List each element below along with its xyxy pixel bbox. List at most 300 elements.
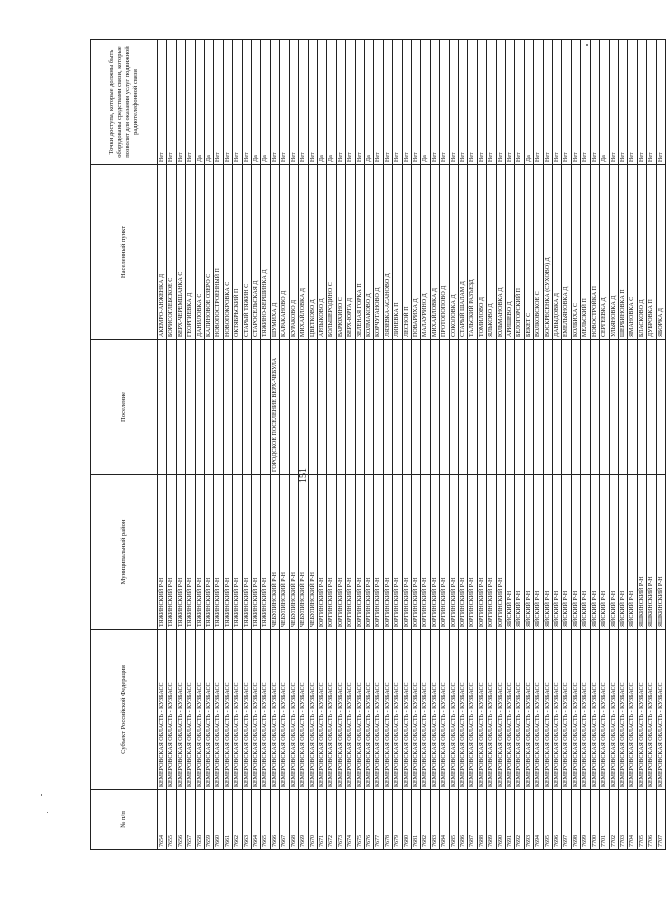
cell-locality: МЕЛЬСКИЙ П [581,165,590,340]
cell-subject: КЕМЕРОВСКАЯ ОБЛАСТЬ - КУЗБАСС [280,630,289,790]
cell-subject: КЕМЕРОВСКАЯ ОБЛАСТЬ - КУЗБАСС [317,630,326,790]
cell-district: ЮРГИНСКИЙ Р-Н [411,475,420,630]
cell-locality: СЕРГЕЕВКА Д [600,165,609,340]
cell-settlement [468,340,477,475]
cell-settlement [618,340,627,475]
cell-district: ТЯЖИНСКИЙ Р-Н [176,475,185,630]
cell-settlement [242,340,251,475]
cell-district: ТЯЖИНСКИЙ Р-Н [167,475,176,630]
cell-district: ЮРГИНСКИЙ Р-Н [317,475,326,630]
localities-table [90,39,666,850]
cell-num: 7695 [543,790,552,850]
cell-district: ЮРГИНСКИЙ Р-Н [468,475,477,630]
cell-access: Нет [609,40,618,165]
cell-locality: НОВОПОКРОВКА С [223,165,232,340]
cell-locality: ЯБОРКА Д [656,165,665,340]
cell-num: 7700 [590,790,599,850]
table-row [364,40,373,850]
cell-district: ЮРГИНСКИЙ Р-Н [440,475,449,630]
cell-access: Да [252,40,261,165]
cell-subject: КЕМЕРОВСКАЯ ОБЛАСТЬ - КУЗБАСС [440,630,449,790]
cell-subject: КЕМЕРОВСКАЯ ОБЛАСТЬ - КУЗБАСС [524,630,533,790]
cell-access: Нет [411,40,420,165]
cell-settlement [317,340,326,475]
table-row [289,40,298,850]
cell-locality: ВЕРХ-ЧЕРЕМШАНКА С [176,165,185,340]
cell-access: Да [524,40,533,165]
cell-num: 7657 [186,790,195,850]
cell-locality: АКЕМРО-АНЖЕНКА Д [158,165,167,340]
cell-settlement [553,340,562,475]
cell-num: 7677 [374,790,383,850]
cell-subject: КЕМЕРОВСКАЯ ОБЛАСТЬ - КУЗБАСС [374,630,383,790]
cell-num: 7694 [534,790,543,850]
cell-num: 7662 [233,790,242,850]
cell-subject: КЕМЕРОВСКАЯ ОБЛАСТЬ - КУЗБАСС [656,630,665,790]
cell-settlement [515,340,524,475]
cell-subject: КЕМЕРОВСКАЯ ОБЛАСТЬ - КУЗБАСС [487,630,496,790]
cell-locality: ВОСКРЕСЕНКА (СУХОВО) Д [543,165,552,340]
cell-subject: КЕМЕРОВСКАЯ ОБЛАСТЬ - КУЗБАСС [506,630,515,790]
cell-access: Нет [590,40,599,165]
header-access: Точки доступа, которые должны быть оборудованы средствами связи, которые позволят для оказания услуг подвижной радиотелефонной связи [91,40,158,165]
cell-settlement [233,340,242,475]
scan-speck [586,44,588,46]
cell-num: 7659 [205,790,214,850]
cell-locality: ПРОТОПОПОВО Д [440,165,449,340]
cell-settlement [308,340,317,475]
cell-subject: КЕМЕРОВСКАЯ ОБЛАСТЬ - КУЗБАСС [543,630,552,790]
cell-locality: КУРАКОВО Д [289,165,298,340]
cell-subject: КЕМЕРОВСКАЯ ОБЛАСТЬ - КУЗБАСС [496,630,505,790]
cell-access: Нет [374,40,383,165]
cell-subject: КЕМЕРОВСКАЯ ОБЛАСТЬ - КУЗБАСС [647,630,656,790]
cell-num: 7689 [487,790,496,850]
cell-access: Нет [647,40,656,165]
cell-num: 7655 [167,790,176,850]
cell-subject: КЕМЕРОВСКАЯ ОБЛАСТЬ - КУЗБАСС [421,630,430,790]
table-row [468,40,477,850]
table-row [411,40,420,850]
cell-access: Нет [242,40,251,165]
cell-district: ЯЙСКИЙ Р-Н [543,475,552,630]
cell-settlement [289,340,298,475]
cell-access: Нет [346,40,355,165]
cell-settlement [421,340,430,475]
table-row [524,40,533,850]
cell-access: Нет [459,40,468,165]
table-row [327,40,336,850]
cell-district: ЯЙСКИЙ Р-Н [524,475,533,630]
table-row [308,40,317,850]
cell-subject: КЕМЕРОВСКАЯ ОБЛАСТЬ - КУЗБАСС [411,630,420,790]
cell-num: 7682 [421,790,430,850]
cell-settlement [411,340,420,475]
cell-access: Нет [496,40,505,165]
table-row [477,40,486,850]
cell-subject: КЕМЕРОВСКАЯ ОБЛАСТЬ - КУЗБАСС [637,630,646,790]
cell-locality: МИХАЙЛОВКА Д [299,165,308,340]
cell-district: ТЯЖИНСКИЙ Р-Н [242,475,251,630]
cell-access: Нет [618,40,627,165]
cell-access: Нет [289,40,298,165]
cell-access: Нет [233,40,242,165]
cell-locality: ЯМАНОВКА С [628,165,637,340]
cell-access: Нет [167,40,176,165]
cell-district: ЯЙСКИЙ Р-Н [590,475,599,630]
cell-subject: КЕМЕРОВСКАЯ ОБЛАСТЬ - КУЗБАСС [383,630,392,790]
table-row [223,40,232,850]
table-row [336,40,345,850]
cell-access: Да [364,40,373,165]
cell-district: ЯЙСКИЙ Р-Н [571,475,580,630]
table-row [167,40,176,850]
cell-access: Нет [270,40,279,165]
cell-settlement [355,340,364,475]
cell-subject: КЕМЕРОВСКАЯ ОБЛАСТЬ - КУЗБАСС [289,630,298,790]
cell-settlement [506,340,515,475]
table-row [242,40,251,850]
cell-access: Нет [506,40,515,165]
cell-num: 7693 [524,790,533,850]
cell-num: 7706 [647,790,656,850]
cell-settlement [186,340,195,475]
cell-num: 7707 [656,790,665,850]
cell-settlement [543,340,552,475]
table-row [205,40,214,850]
cell-locality: КОЛМАКОВО Д [364,165,373,340]
cell-subject: КЕМЕРОВСКАЯ ОБЛАСТЬ - КУЗБАСС [393,630,402,790]
cell-settlement [205,340,214,475]
cell-district: ЯЙСКИЙ Р-Н [600,475,609,630]
cell-locality: ПОВАРИХА Д [411,165,420,340]
cell-district: ТЯЖИНСКИЙ Р-Н [158,475,167,630]
cell-num: 7704 [628,790,637,850]
cell-num: 7670 [308,790,317,850]
cell-access: Нет [487,40,496,165]
table-row [374,40,383,850]
cell-locality: СТАРОСЕЛЬСКАЯ Д [252,165,261,340]
cell-district: ЮРГИНСКИЙ Р-Н [430,475,439,630]
cell-locality: МИХАЙЛОВКА Д [430,165,439,340]
cell-subject: КЕМЕРОВСКАЯ ОБЛАСТЬ - КУЗБАСС [430,630,439,790]
cell-locality: ЮЛЬМАНОВКА Д [496,165,505,340]
cell-locality: НОВОПОСТРОЕННЫЙ П [214,165,223,340]
table-row [214,40,223,850]
cell-locality: БЛАСКОВО Д [637,165,646,340]
cell-settlement [167,340,176,475]
cell-locality: ДАНИЛОВКА С [195,165,204,340]
cell-access: Нет [299,40,308,165]
table-row [280,40,289,850]
table-row [506,40,515,850]
cell-settlement [402,340,411,475]
cell-num: 7667 [280,790,289,850]
cell-district: ЯШКИНСКИЙ Р-Н [647,475,656,630]
table-row [195,40,204,850]
cell-district: ЧЕБУЛИНСКИЙ Р-Н [308,475,317,630]
cell-settlement [158,340,167,475]
cell-settlement [487,340,496,475]
cell-subject: КЕМЕРОВСКАЯ ОБЛАСТЬ - КУЗБАСС [327,630,336,790]
cell-subject: КЕМЕРОВСКАЯ ОБЛАСТЬ - КУЗБАСС [562,630,571,790]
cell-num: 7687 [468,790,477,850]
cell-district: ЧЕБУЛИНСКИЙ Р-Н [289,475,298,630]
cell-settlement [252,340,261,475]
cell-district: ЯЙСКИЙ Р-Н [553,475,562,630]
table-row [186,40,195,850]
cell-locality: БЕЛОГОРСКИЙ П [515,165,524,340]
cell-district: ЮРГИНСКИЙ Р-Н [449,475,458,630]
table-header-row [91,40,158,850]
cell-subject: КЕМЕРОВСКАЯ ОБЛАСТЬ - КУЗБАСС [459,630,468,790]
cell-settlement [459,340,468,475]
scan-speck [41,794,42,796]
cell-settlement [449,340,458,475]
cell-locality: ТАЛЬСКИЙ РАЗЪЕЗД [468,165,477,340]
cell-subject: КЕМЕРОВСКАЯ ОБЛАСТЬ - КУЗБАСС [214,630,223,790]
cell-locality: ОКТЯБРЬСКИЙ П [233,165,242,340]
cell-locality: ТЯЖИНО-ВЕРШИНКА Д [261,165,270,340]
table-row [430,40,439,850]
cell-num: 7703 [618,790,627,850]
table-row [628,40,637,850]
table-row [299,40,308,850]
cell-locality: СТАРЫЙ ШАЛАМ Д [459,165,468,340]
cell-settlement [477,340,486,475]
cell-district: ТЯЖИНСКИЙ Р-Н [261,475,270,630]
cell-access: Нет [308,40,317,165]
cell-settlement [393,340,402,475]
cell-settlement [261,340,270,475]
cell-district: ЮРГИНСКИЙ Р-Н [402,475,411,630]
cell-access: Нет [402,40,411,165]
cell-access: Нет [656,40,665,165]
cell-subject: КЕМЕРОВСКАЯ ОБЛАСТЬ - КУЗБАСС [336,630,345,790]
cell-district: ЯЙСКИЙ Р-Н [618,475,627,630]
cell-district: ЮРГИНСКИЙ Р-Н [487,475,496,630]
cell-num: 7664 [252,790,261,850]
cell-district: ТЯЖИНСКИЙ Р-Н [205,475,214,630]
cell-num: 7679 [393,790,402,850]
cell-access: Нет [515,40,524,165]
cell-settlement [647,340,656,475]
header-subject: Субъект Российской Федерации [91,630,158,790]
table-row [637,40,646,850]
cell-num: 7656 [176,790,185,850]
table-row [562,40,571,850]
cell-settlement [590,340,599,475]
cell-district: ЯШКИНСКИЙ Р-Н [656,475,665,630]
cell-district: ТЯЖИНСКИЙ Р-Н [214,475,223,630]
table-row [440,40,449,850]
scan-speck [47,812,48,813]
cell-district: ЮРГИНСКИЙ Р-Н [496,475,505,630]
cell-num: 7665 [261,790,270,850]
cell-district: ТЯЖИНСКИЙ Р-Н [186,475,195,630]
cell-district: ЯЙСКИЙ Р-Н [581,475,590,630]
cell-settlement [327,340,336,475]
table-body [158,40,666,850]
cell-num: 7681 [411,790,420,850]
cell-num: 7698 [571,790,580,850]
cell-district: ЮРГИНСКИЙ Р-Н [374,475,383,630]
cell-access: Да [600,40,609,165]
cell-settlement [656,340,665,475]
cell-num: 7702 [609,790,618,850]
cell-district: ЯЙСКИЙ Р-Н [506,475,515,630]
cell-subject: КЕМЕРОВСКАЯ ОБЛАСТЬ - КУЗБАСС [590,630,599,790]
cell-district: ТЯЖИНСКИЙ Р-Н [223,475,232,630]
cell-locality: ШУМИХА Д [270,165,279,340]
table-row [252,40,261,850]
cell-num: 7676 [364,790,373,850]
cell-locality: КОЛБИХА С [571,165,580,340]
cell-district: ЯЙСКИЙ Р-Н [628,475,637,630]
header-settlement: Поселение [91,340,158,475]
cell-settlement [571,340,580,475]
cell-district: ЮРГИНСКИЙ Р-Н [327,475,336,630]
cell-district: ЮРГИНСКИЙ Р-Н [459,475,468,630]
cell-settlement [374,340,383,475]
table-row [571,40,580,850]
table-row [590,40,599,850]
cell-subject: КЕМЕРОВСКАЯ ОБЛАСТЬ - КУЗБАСС [176,630,185,790]
cell-access: Нет [477,40,486,165]
cell-subject: КЕМЕРОВСКАЯ ОБЛАСТЬ - КУЗБАСС [158,630,167,790]
cell-num: 7690 [496,790,505,850]
cell-district: ЮРГИНСКИЙ Р-Н [383,475,392,630]
cell-num: 7701 [600,790,609,850]
cell-num: 7673 [336,790,345,850]
cell-settlement [609,340,618,475]
cell-locality: ТОМИЛОВО Д [477,165,486,340]
cell-subject: КЕМЕРОВСКАЯ ОБЛАСТЬ - КУЗБАСС [515,630,524,790]
cell-locality: ЕМЕЛЬЯНОВКА Д [562,165,571,340]
cell-district: ЧЕБУЛИНСКИЙ Р-Н [280,475,289,630]
cell-district: ЯЙСКИЙ Р-Н [515,475,524,630]
table-row [609,40,618,850]
table-row [553,40,562,850]
cell-district: ЧЕБУЛИНСКИЙ Р-Н [270,475,279,630]
table-row [383,40,392,850]
table-row [647,40,656,850]
cell-access: Нет [553,40,562,165]
cell-locality: ШЕРБИНОВКА П [618,165,627,340]
header-district: Муниципальный район [91,475,158,630]
header-num: № п/п [91,790,158,850]
cell-access: Нет [280,40,289,165]
cell-num: 7671 [317,790,326,850]
cell-settlement [440,340,449,475]
cell-settlement: ГОРОДСКОЕ ПОСЕЛЕНИЕ ВЕРХ-ЧЕБУЛА [270,340,279,475]
cell-access: Нет [449,40,458,165]
cell-settlement [280,340,289,475]
table-row [543,40,552,850]
cell-district: ЯШКИНСКИЙ Р-Н [637,475,646,630]
cell-subject: КЕМЕРОВСКАЯ ОБЛАСТЬ - КУЗБАСС [628,630,637,790]
cell-access: Нет [355,40,364,165]
cell-locality: НОВОСТРОЙКА П [590,165,599,340]
cell-district: ЯЙСКИЙ Р-Н [609,475,618,630]
cell-access: Да [195,40,204,165]
cell-subject: КЕМЕРОВСКАЯ ОБЛАСТЬ - КУЗБАСС [205,630,214,790]
cell-num: 7672 [327,790,336,850]
cell-num: 7684 [440,790,449,850]
cell-locality: ВЕРХ-ЮРГА Д [346,165,355,340]
cell-locality: КАРАКАНОВО Д [280,165,289,340]
cell-num: 7696 [553,790,562,850]
cell-num: 7680 [402,790,411,850]
cell-subject: КЕМЕРОВСКАЯ ОБЛАСТЬ - КУЗБАСС [600,630,609,790]
cell-settlement [562,340,571,475]
cell-subject: КЕМЕРОВСКАЯ ОБЛАСТЬ - КУЗБАСС [270,630,279,790]
cell-access: Да [317,40,326,165]
cell-num: 7688 [477,790,486,850]
cell-locality: ВОЛКОВСКОЕ С [534,165,543,340]
cell-access: Нет [186,40,195,165]
cell-locality: БЕКЕТ С [524,165,533,340]
cell-settlement [336,340,345,475]
cell-access: Нет [430,40,439,165]
cell-subject: КЕМЕРОВСКАЯ ОБЛАСТЬ - КУЗБАСС [364,630,373,790]
cell-num: 7683 [430,790,439,850]
cell-settlement [214,340,223,475]
table-row [534,40,543,850]
cell-access: Нет [383,40,392,165]
cell-subject: КЕМЕРОВСКАЯ ОБЛАСТЬ - КУЗБАСС [299,630,308,790]
table-row [515,40,524,850]
cell-locality: КОРЧУГАНОВО Д [374,165,383,340]
cell-subject: КЕМЕРОВСКАЯ ОБЛАСТЬ - КУЗБАСС [233,630,242,790]
cell-access: Да [261,40,270,165]
cell-settlement [430,340,439,475]
cell-locality: КАЛИНОВОЕ ОЗЕРО С [205,165,214,340]
cell-settlement [581,340,590,475]
table-row [459,40,468,850]
cell-access: Нет [562,40,571,165]
cell-locality: МАЛАУРИНО Д [421,165,430,340]
cell-num: 7669 [299,790,308,850]
cell-district: ТЯЖИНСКИЙ Р-Н [233,475,242,630]
table-row [496,40,505,850]
cell-settlement [195,340,204,475]
cell-subject: КЕМЕРОВСКАЯ ОБЛАСТЬ - КУЗБАСС [167,630,176,790]
cell-locality: ЛЯЗЕВКА-АСАНОВО Д [383,165,392,340]
cell-locality: АРЛЫКОВО Д [317,165,326,340]
cell-num: 7692 [515,790,524,850]
cell-subject: КЕМЕРОВСКАЯ ОБЛАСТЬ - КУЗБАСС [252,630,261,790]
cell-locality: БОРИСОГЛЕБСКОЕ С [167,165,176,340]
cell-locality: БОЛЬШЕРОДИНО С [327,165,336,340]
cell-settlement [299,340,308,475]
cell-num: 7658 [195,790,204,850]
cell-num: 7697 [562,790,571,850]
cell-locality: ЯЛЬКОВО Д [487,165,496,340]
cell-subject: КЕМЕРОВСКАЯ ОБЛАСТЬ - КУЗБАСС [261,630,270,790]
table-row [346,40,355,850]
cell-district: ЮРГИНСКИЙ Р-Н [346,475,355,630]
cell-locality: АРИШЕВО Д [506,165,515,340]
cell-access: Нет [176,40,185,165]
cell-settlement [223,340,232,475]
cell-num: 7686 [459,790,468,850]
cell-subject: КЕМЕРОВСКАЯ ОБЛАСТЬ - КУЗБАСС [186,630,195,790]
cell-subject: КЕМЕРОВСКАЯ ОБЛАСТЬ - КУЗБАСС [402,630,411,790]
cell-settlement [600,340,609,475]
cell-subject: КЕМЕРОВСКАЯ ОБЛАСТЬ - КУЗБАСС [534,630,543,790]
cell-district: ЮРГИНСКИЙ Р-Н [393,475,402,630]
